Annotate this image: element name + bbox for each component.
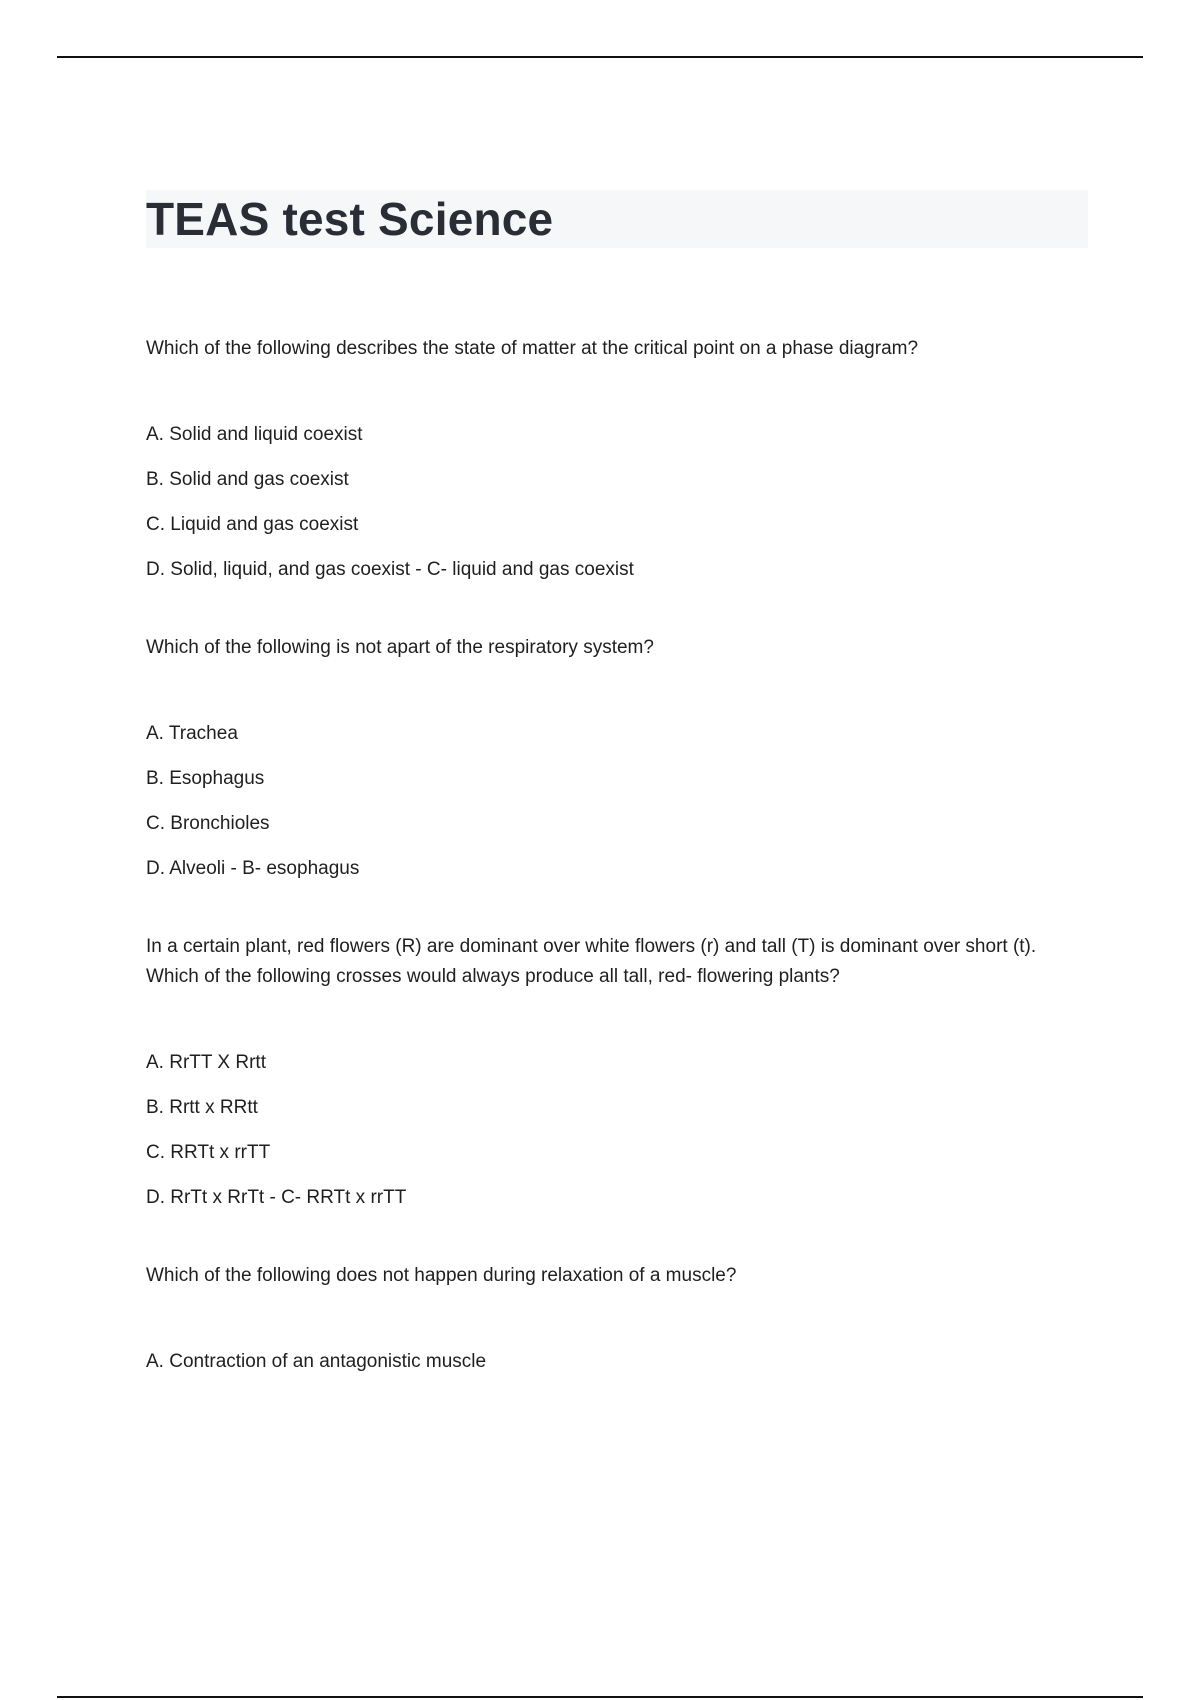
bottom-rule — [57, 1696, 1143, 1698]
answer-option-c: C. Liquid and gas coexist — [146, 514, 359, 535]
answer-option-a: A. Trachea — [146, 723, 238, 744]
question-text: Which of the following does not happen during relaxation of a muscle? — [146, 1265, 737, 1286]
question-block-3 — [146, 932, 1088, 1213]
question-text: Which of the following is not apart of the respiratory system? — [146, 637, 654, 658]
question-list — [146, 334, 1088, 1425]
question-block-2 — [146, 633, 1088, 884]
answer-option-c: C. Bronchioles — [146, 813, 270, 834]
answer-option-a: A. Solid and liquid coexist — [146, 424, 363, 445]
question-text: In a certain plant, red flowers (R) are dominant over white flowers (r) and tall (T) is dominant over short (t). Which of the following crosses would always produce all tall, red- flowering plants? — [146, 936, 1037, 987]
top-rule — [57, 56, 1143, 58]
page-title: TEAS test Science — [146, 193, 554, 245]
answer-option-c: C. RRTt x rrTT — [146, 1142, 271, 1163]
answer-option-d: D. Alveoli - B- esophagus — [146, 858, 360, 879]
question-block-1 — [146, 334, 1088, 585]
answer-options — [146, 719, 1088, 884]
answer-option-a: A. RrTT X Rrtt — [146, 1052, 266, 1073]
answer-options — [146, 420, 1088, 585]
answer-option-b: B. Solid and gas coexist — [146, 469, 349, 490]
answer-option-b: B. Esophagus — [146, 768, 265, 789]
answer-option-a: A. Contraction of an antagonistic muscle — [146, 1351, 487, 1372]
answer-option-b: B. Rrtt x RRtt — [146, 1097, 258, 1118]
answer-options — [146, 1048, 1088, 1213]
answer-option-d: D. RrTt x RrTt - C- RRTt x rrTT — [146, 1187, 407, 1208]
question-block-4 — [146, 1261, 1088, 1377]
question-text: Which of the following describes the state of matter at the critical point on a phase diagram? — [146, 338, 919, 359]
answer-options — [146, 1347, 1088, 1377]
answer-option-d: D. Solid, liquid, and gas coexist - C- liquid and gas coexist — [146, 559, 634, 580]
